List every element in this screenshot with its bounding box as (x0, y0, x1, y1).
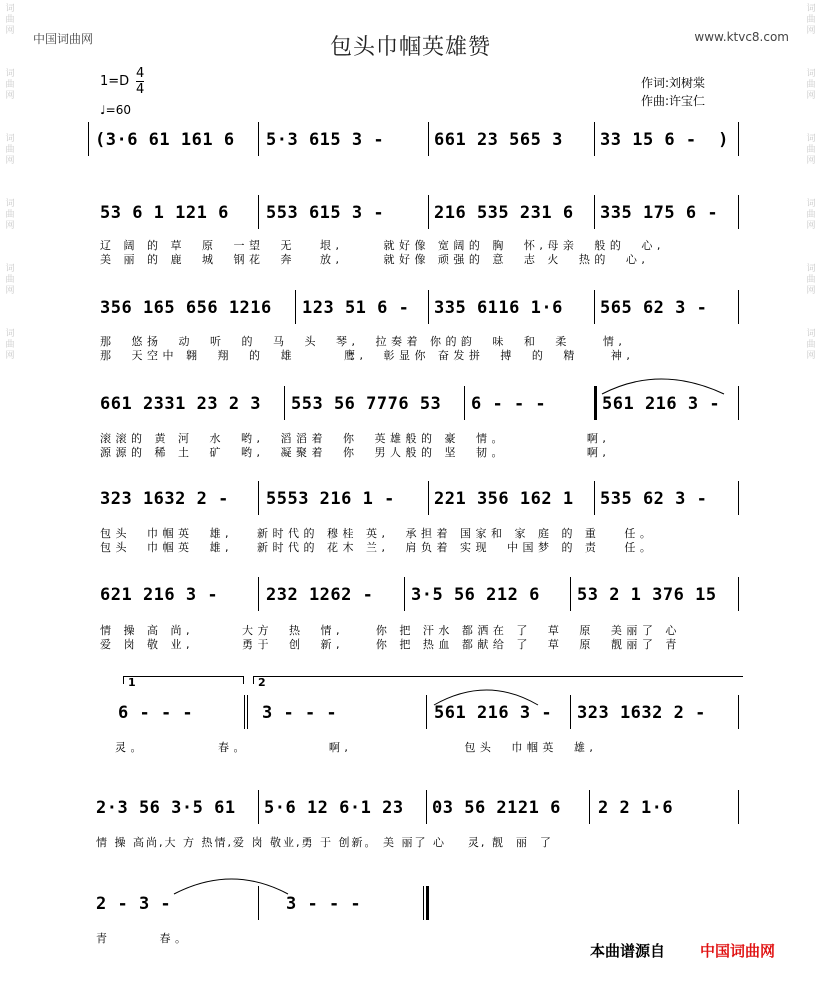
lyric-line: 情 操 高 尚, 大方 热 情, 你 把 汗水 都洒在 了 草 原 美丽了 心 (100, 624, 681, 637)
measure: 561 216 3 - (434, 703, 553, 723)
watermark-text: 词 曲 网 (5, 329, 15, 361)
watermark-right (803, 0, 819, 988)
barline (464, 386, 465, 420)
lyric-line: 包头 巾帼英 雄, 新时代的 穆桂 英, 承担着 国家和 家 庭 的 重 任。 (100, 527, 656, 540)
site-url-right[interactable]: www.ktvc8.com (694, 30, 789, 44)
barline (738, 290, 739, 324)
lyric-line: 爱 岗 敬 业, 勇于 创 新, 你 把 热血 都献给 了 草 原 靓丽了 青 (100, 638, 681, 651)
barline (258, 481, 259, 515)
measure: 5553 216 1 - (266, 489, 395, 509)
watermark-left (2, 0, 18, 988)
watermark-text: 词 曲 网 (5, 264, 15, 296)
measure: 335 175 6 - (600, 203, 719, 223)
barline (738, 386, 739, 420)
lyric-line: 灵。 春。 啊, 包头 巾帼英 雄, (115, 741, 598, 754)
barline (258, 790, 259, 824)
time-bottom: 4 (136, 82, 145, 97)
barline (738, 695, 739, 729)
watermark-text: 词 曲 网 (806, 69, 816, 101)
tempo-value: =60 (105, 103, 131, 117)
tempo-marking (100, 103, 131, 117)
barline (594, 290, 595, 324)
barline (594, 481, 595, 515)
volta-bracket (123, 676, 124, 684)
composer: 作曲:许宝仁 (641, 94, 706, 108)
measure: 6 - - - (118, 703, 194, 723)
key-signature: 1=D (100, 74, 130, 89)
measure: 5·3 615 3 - (266, 130, 385, 150)
measure: 356 165 656 1216 (100, 298, 272, 318)
barline (428, 481, 429, 515)
watermark-text: 词 曲 网 (806, 134, 816, 166)
barline (594, 195, 595, 229)
watermark-text: 词 曲 网 (806, 199, 816, 231)
volta-1-label: 1 (128, 676, 136, 689)
barline (258, 577, 259, 611)
measure: 2·3 56 3·5 61 (96, 798, 236, 818)
lyric-line: 美 丽 的 鹿 城 钢花 奔 放, 就好像 顽强的 意 志 火 热的 心, (100, 253, 650, 266)
barline (594, 386, 597, 420)
final-barline (423, 886, 424, 920)
measure: 661 2331 23 2 3 (100, 394, 262, 414)
lyric-line: 辽 阔 的 草 原 一望 无 垠, 就好像 宽阔的 胸 怀,母亲 般的 心, (100, 239, 665, 252)
watermark-text: 词 曲 网 (5, 4, 15, 36)
time-top: 4 (136, 66, 145, 81)
barline (589, 790, 590, 824)
barline (738, 195, 739, 229)
barline (738, 790, 739, 824)
barline (428, 290, 429, 324)
barline (258, 195, 259, 229)
barline (738, 577, 739, 611)
repeat-barline (244, 695, 245, 729)
measure: 33 15 6 - ) (600, 130, 729, 150)
barline (738, 122, 739, 156)
slur (600, 372, 730, 396)
measure: 2 - 3 - (96, 894, 172, 914)
measure: 535 62 3 - (600, 489, 708, 509)
watermark-text: 词 曲 网 (806, 264, 816, 296)
measure: 553 56 7776 53 (291, 394, 442, 414)
lyricist: 作词:刘树棠 (641, 76, 706, 90)
barline (258, 122, 259, 156)
barline (428, 122, 429, 156)
source-label: 本曲谱源自 (590, 942, 666, 960)
lyric-line: 源源的 稀 土 矿 哟, 凝聚着 你 男人般的 坚 韧。 啊, (100, 446, 611, 459)
measure: 221 356 162 1 (434, 489, 574, 509)
measure: 6 - - - (471, 394, 547, 414)
barline (738, 481, 739, 515)
measure: 03 56 2121 6 (432, 798, 561, 818)
volta-bracket (243, 676, 244, 684)
measure: 216 535 231 6 (434, 203, 574, 223)
measure: 53 6 1 121 6 (100, 203, 229, 223)
measure: 565 62 3 - (600, 298, 708, 318)
slur (432, 683, 542, 707)
watermark-text: 词 曲 网 (5, 134, 15, 166)
volta-bracket (253, 676, 254, 684)
measure: (3·6 61 161 6 (95, 130, 235, 150)
credits (641, 74, 705, 110)
measure: 323 1632 2 - (577, 703, 706, 723)
watermark-text: 词 曲 网 (5, 69, 15, 101)
final-barline (426, 886, 429, 920)
slur (172, 872, 292, 896)
lyric-line: 包头 巾帼英 雄, 新时代的 花木 兰, 肩负着 实现 中国梦 的 责 任。 (100, 541, 656, 554)
barline (426, 695, 427, 729)
page-title: 包头巾帼英雄赞 (329, 35, 491, 60)
quarter-note-icon: ♩ (100, 103, 106, 117)
measure: 232 1262 - (266, 585, 374, 605)
lyric-line: 那 天空中 翱 翔 的 雄 鹰, 彰显你 奋发拼 搏 的 精 神, (100, 349, 635, 362)
measure: 621 216 3 - (100, 585, 219, 605)
lyric-line: 滚滚的 黄 河 水 哟, 滔滔着 你 英雄般的 豪 情。 啊, (100, 432, 611, 445)
barline (570, 577, 571, 611)
source-site-link[interactable]: 中国词曲网 (700, 942, 776, 960)
repeat-barline (247, 695, 248, 729)
time-signature (136, 66, 144, 97)
measure: 561 216 3 - (602, 394, 721, 414)
measure: 123 51 6 - (302, 298, 410, 318)
measure: 2 2 1·6 (598, 798, 674, 818)
volta-2-label: 2 (258, 676, 266, 689)
measure: 553 615 3 - (266, 203, 385, 223)
lyric-line: 青 春。 (96, 932, 191, 945)
volta-bracket (253, 676, 743, 677)
barline (295, 290, 296, 324)
site-name-left[interactable]: 中国词曲网 (33, 32, 94, 46)
barline (426, 790, 427, 824)
barline (404, 577, 405, 611)
lyric-line: 那 悠扬 动 听 的 马 头 琴, 拉奏着 你的韵 味 和 柔 情, (100, 335, 627, 348)
measure: 335 6116 1·6 (434, 298, 563, 318)
watermark-text: 词 曲 网 (5, 199, 15, 231)
lyric-line: 情 操 高尚,大 方 热情,爱 岗 敬业,勇 于 创新。 美 丽了 心 灵, 靓 丽 了 (96, 836, 553, 849)
measure: 53 2 1 376 15 (577, 585, 717, 605)
barline (594, 122, 595, 156)
measure: 661 23 565 3 (434, 130, 563, 150)
measure: 3·5 56 212 6 (411, 585, 540, 605)
measure: 323 1632 2 - (100, 489, 229, 509)
measure: 3 - - - (286, 894, 362, 914)
watermark-text: 词 曲 网 (806, 4, 816, 36)
barline (88, 122, 89, 156)
barline (570, 695, 571, 729)
barline (284, 386, 285, 420)
watermark-text: 词 曲 网 (806, 329, 816, 361)
volta-bracket (123, 676, 244, 677)
barline (428, 195, 429, 229)
measure: 5·6 12 6·1 23 (264, 798, 404, 818)
measure: 3 - - - (262, 703, 338, 723)
